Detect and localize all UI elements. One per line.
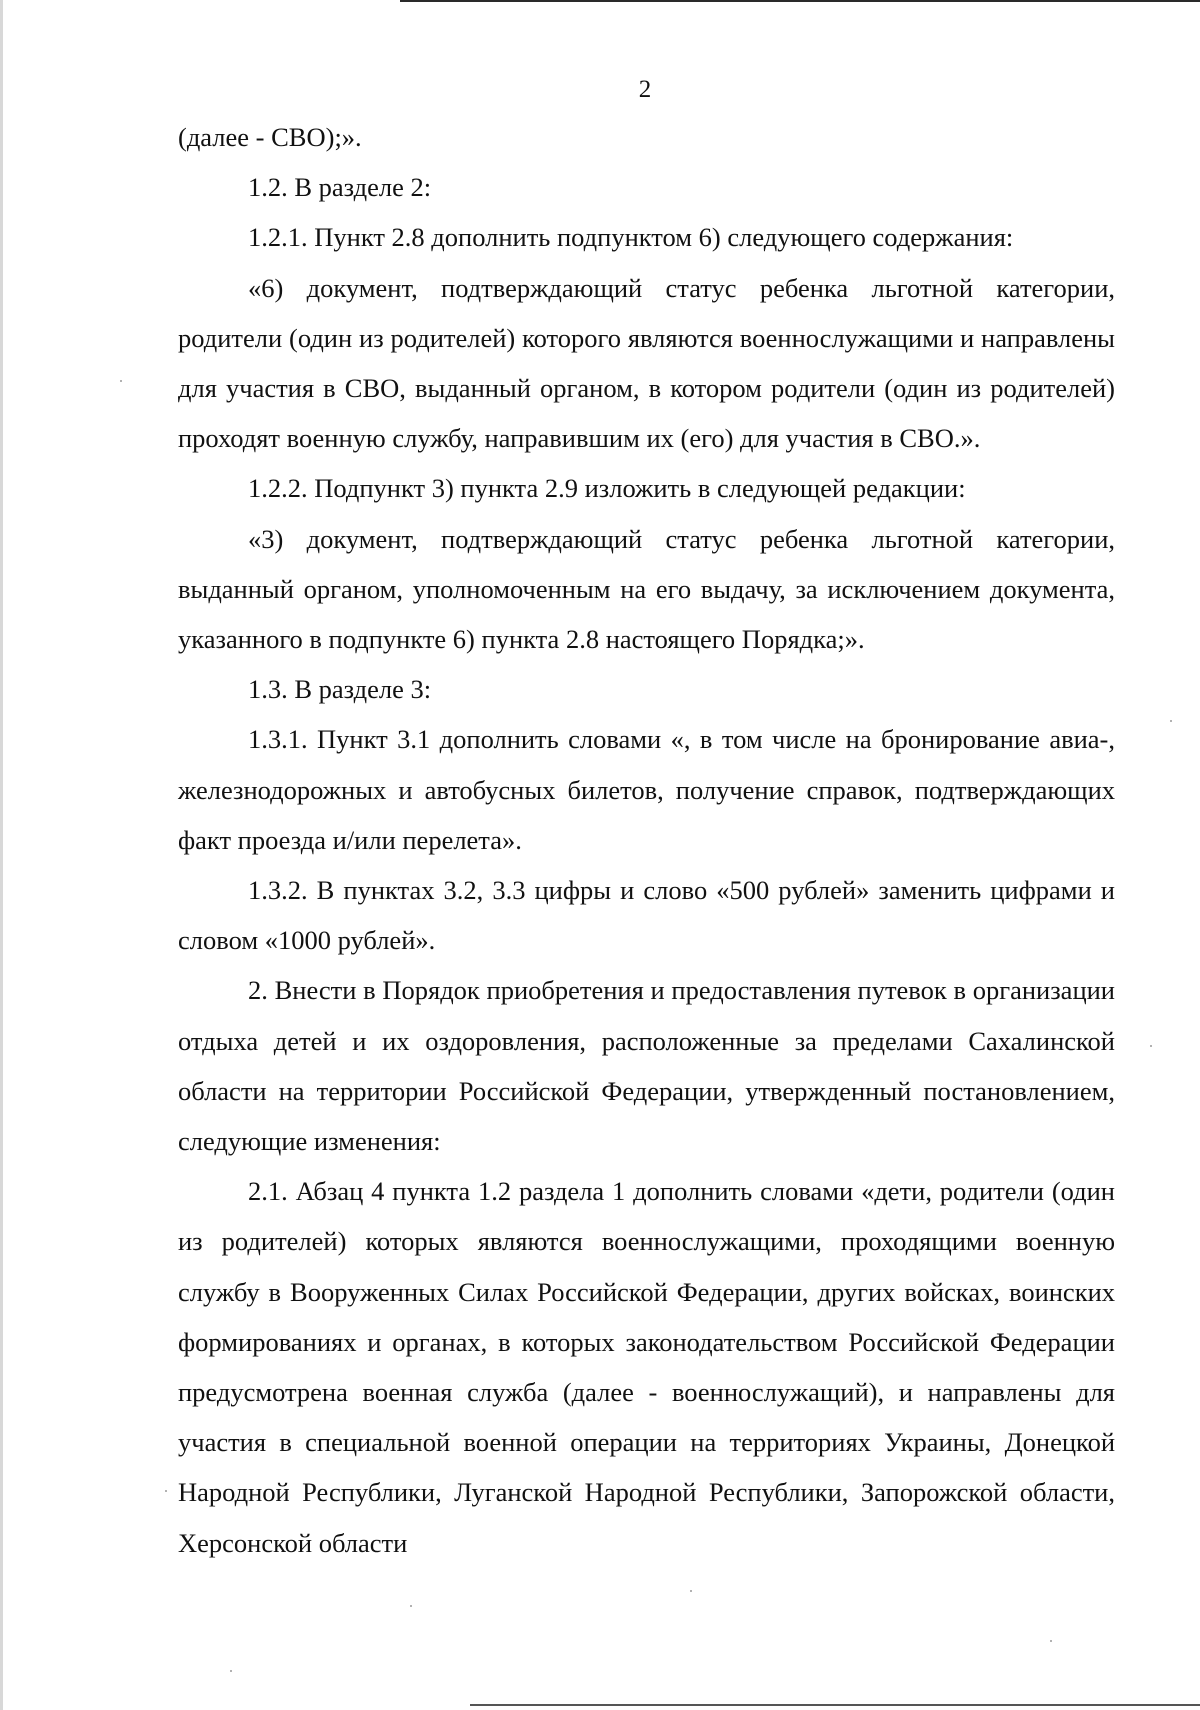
scan-speckle xyxy=(690,1590,692,1592)
scan-speckle xyxy=(1170,720,1172,722)
paragraph-1-2: 1.2. В разделе 2: xyxy=(248,172,432,203)
paragraph-2: 2. Внести в Порядок приобретения и предоставления путевок в организации отдыха детей и их оздоровления, расположенные за пределами Сахалинской области на территории Российской Федерации, утвержденный постановлением, следующие изменения: xyxy=(178,975,1115,1157)
top-edge-line xyxy=(400,0,1200,2)
paragraph-subitem-6: «6) документ, подтверждающий статус ребенка льготной категории, родители (один из родителей) которого являются военнослужащими и направлены для участия в СВО, выданный органом, в котором родители (один из родителей) проходят военную службу, направившим их (его) для участия в СВО.». xyxy=(178,272,1115,454)
paragraph-1-3: 1.3. В разделе 3: xyxy=(248,674,432,705)
scan-speckle xyxy=(230,1670,232,1672)
page-number: 2 xyxy=(638,76,652,103)
paragraph-2-1: 2.1. Абзац 4 пункта 1.2 раздела 1 дополнить словами «дети, родители (один из родителей) которых являются военнослужащими, проходящими военную службу в Вооруженных Силах Российской Федерации, других войсках, воинских формированиях и органах, в которых законодательством Российской Федерации предусмотрена военная служба (далее - военнослужащий), и направлены для участия в специальной военной операции на территориях Украины, Донецкой Народной Республики, Луганской Народной Республики, Запорожской области, Херсонской области xyxy=(178,1176,1115,1558)
paragraph-1-3-1: 1.3.1. Пункт 3.1 дополнить словами «, в том числе на бронирование авиа-, железнодорожных и автобусных билетов, получение справок, подтверждающих факт проезда и/или перелета». xyxy=(178,724,1115,855)
scan-speckle xyxy=(165,1490,167,1492)
left-scan-edge xyxy=(0,0,3,1710)
paragraph-1-3-2: 1.3.2. В пунктах 3.2, 3.3 цифры и слово «500 рублей» заменить цифрами и словом «1000 рублей». xyxy=(178,875,1115,956)
paragraph-1-2-2: 1.2.2. Подпункт 3) пункта 2.9 изложить в следующей редакции: xyxy=(248,473,966,504)
bottom-edge-line xyxy=(470,1704,1200,1706)
document-body xyxy=(178,112,1115,1568)
scan-speckle xyxy=(1150,1045,1152,1047)
paragraph-subitem-3: «3) документ, подтверждающий статус ребенка льготной категории, выданный органом, уполномоченным на его выдачу, за исключением документа, указанного в подпункте 6) пункта 2.8 настоящего Порядка;». xyxy=(178,523,1115,655)
scan-speckle xyxy=(1050,1640,1052,1642)
paragraph-continuation: (далее - СВО);». xyxy=(178,122,362,152)
scan-speckle xyxy=(120,380,122,382)
paragraph-1-2-1: 1.2.1. Пункт 2.8 дополнить подпунктом 6) следующего содержания: xyxy=(248,222,1014,253)
scan-speckle xyxy=(410,1605,412,1607)
